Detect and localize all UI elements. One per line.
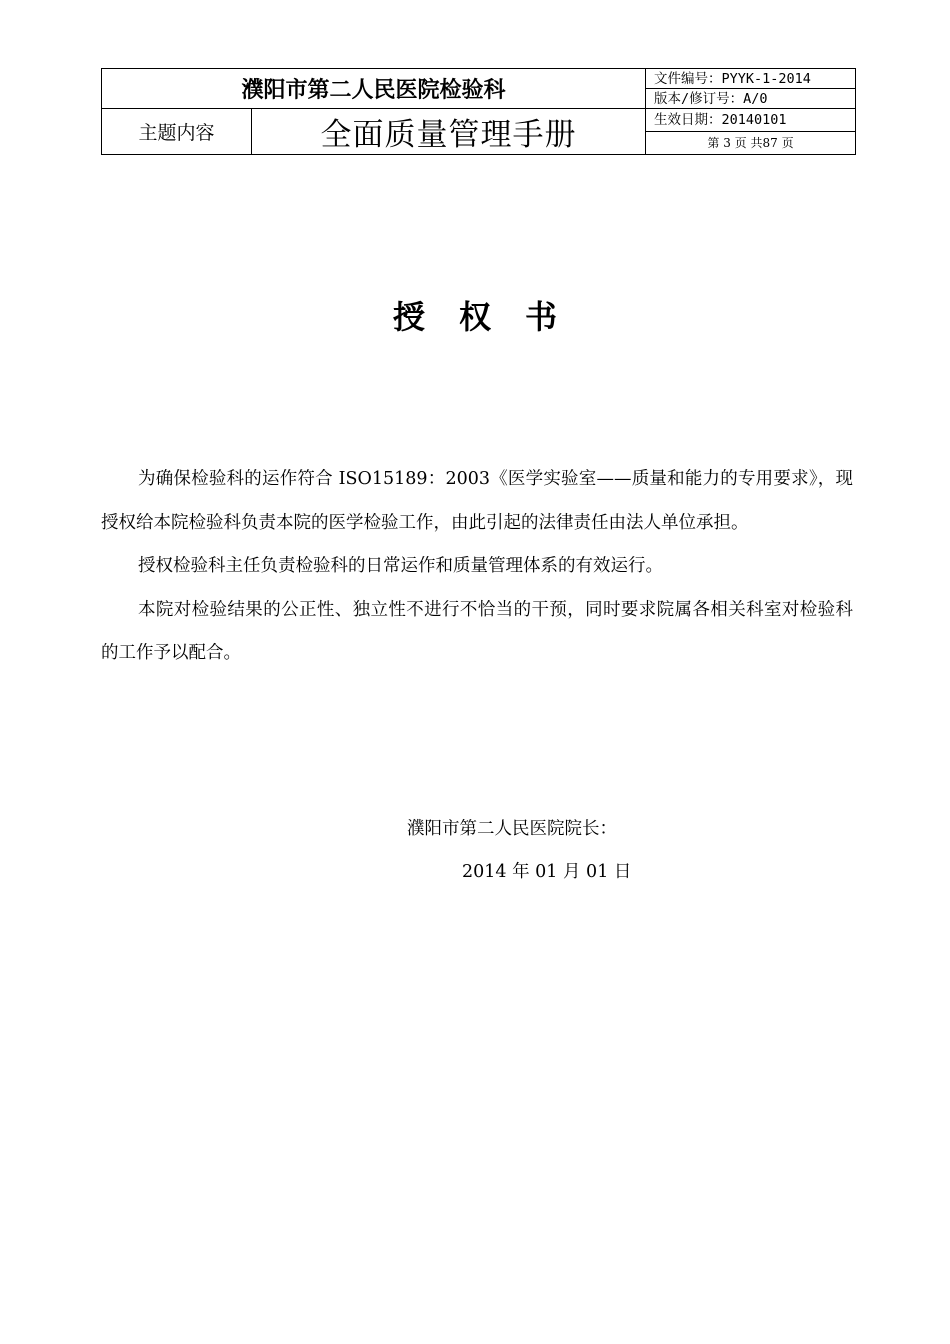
subject-label: 主题内容 [102,109,252,155]
paragraph-director-duty: 授权检验科主任负责检验科的日常运作和质量管理体系的有效运行。 [138,556,663,576]
document-number: 文件编号：PYYK-1-2014 [646,69,856,89]
signature-line: 濮阳市第二人民医院院长： [407,819,617,839]
manual-title: 全面质量管理手册 [252,109,646,155]
document-header-table [101,68,856,155]
paragraph-authorization: 为确保检验科的运作符合 ISO15189：2003《医学实验室——质量和能力的专用要求》，现授权给本院检验科负责本院的医学检验工作，由此引起的法律责任由法人单位承担。 [101,469,853,533]
hospital-name: 濮阳市第二人民医院检验科 [102,69,646,109]
revision-number: 版本/修订号：A/0 [646,89,856,109]
effective-date: 生效日期：20140101 [646,109,856,132]
signature-date: 2014 年 01 月 01 日 [462,862,632,882]
document-title: 授权书 [392,298,591,336]
page-info: 第 3 页 共87 页 [646,132,856,155]
paragraph-independence: 本院对检验结果的公正性、独立性不进行不恰当的干预，同时要求院属各相关科室对检验科的工作予以配合。 [101,599,853,663]
document-body [101,458,853,676]
